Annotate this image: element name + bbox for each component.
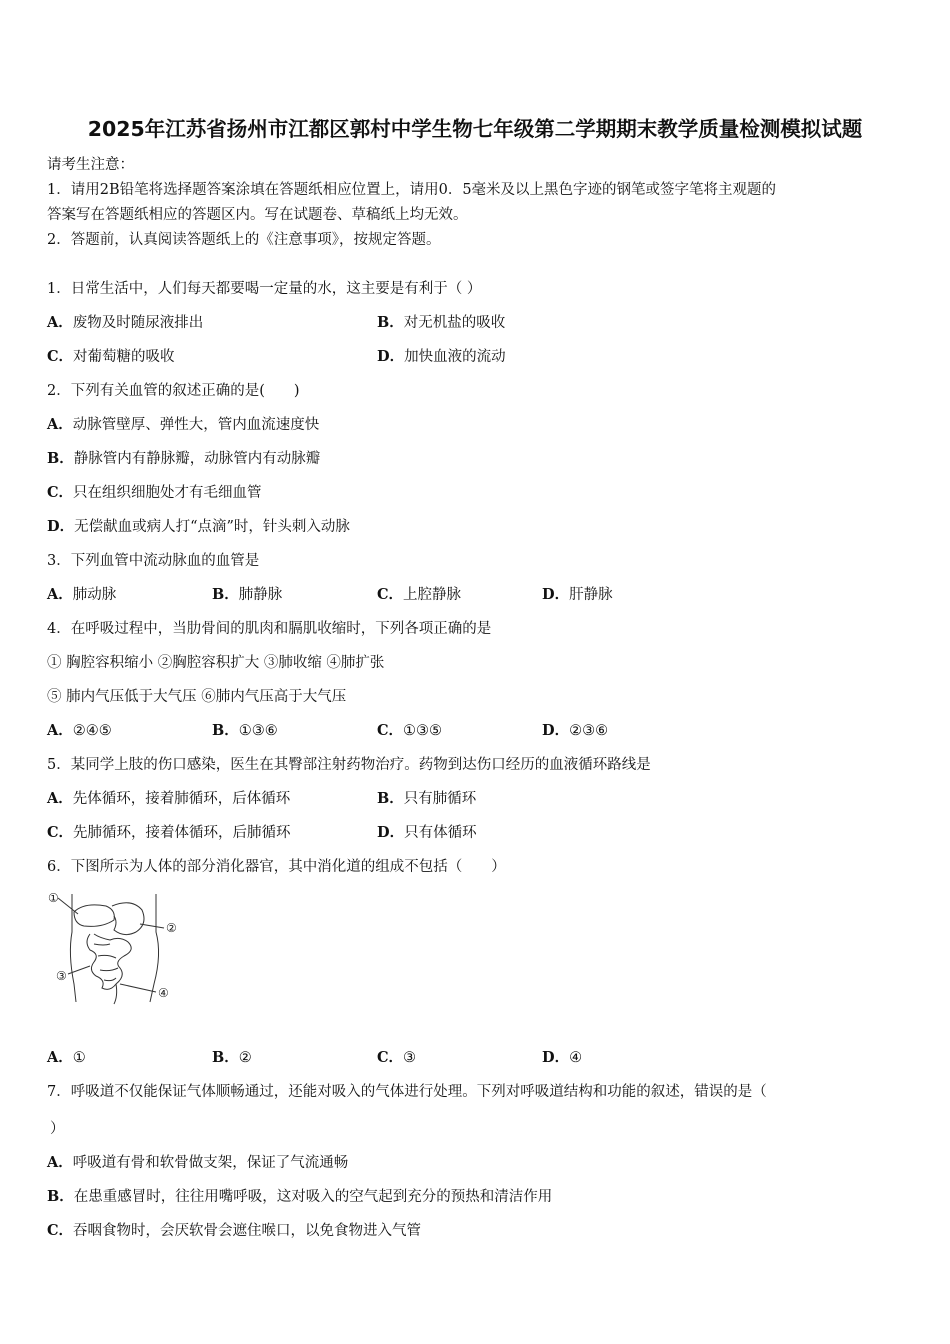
option-text: ②④⑤ (72, 723, 112, 739)
option-letter-b: B． (212, 722, 239, 739)
option-text: 加快血液的流动 (404, 349, 506, 365)
option-letter-c: C． (47, 824, 74, 841)
option-text: ①③⑤ (403, 723, 443, 739)
option-letter-b: B． (377, 790, 404, 807)
option-text: 先体循环，接着肺循环，后体循环 (72, 791, 291, 807)
question-1-option-c[interactable] (47, 345, 175, 366)
option-text: 吞咽食物时，会厌软骨会遮住喉口，以免食物进入气管 (73, 1223, 422, 1239)
question-2-option-a[interactable] (47, 413, 319, 434)
question-6-option-c[interactable] (377, 1046, 416, 1067)
option-letter-b: B． (47, 450, 74, 467)
notice-item-1-line-1: 1．请用2B铅笔将选择题答案涂填在答题纸相应位置上，请用0．5毫米及以上黑色字迹的钢笔或签字笔将主观题的 (47, 182, 777, 198)
option-letter-c: C． (47, 484, 74, 501)
question-2-stem: 2．下列有关血管的叙述正确的是( ) (47, 383, 300, 399)
question-6-option-a[interactable] (47, 1046, 86, 1067)
leader-line-2 (140, 924, 164, 928)
option-text: ②③⑥ (569, 723, 609, 739)
option-text: ③ (403, 1050, 417, 1066)
option-text: 动脉管壁厚、弹性大，管内血流速度快 (72, 417, 320, 433)
liver-shape (74, 905, 114, 927)
question-3-option-c[interactable] (377, 583, 461, 604)
question-7-stem-line-2: ） (50, 1121, 65, 1137)
question-2-option-b[interactable] (47, 447, 320, 468)
question-1-option-b[interactable] (377, 311, 505, 332)
option-text: 对葡萄糖的吸收 (73, 349, 175, 365)
question-5-option-c[interactable] (47, 821, 291, 842)
figure-label-3: ③ (56, 969, 67, 983)
option-letter-a: A． (47, 790, 73, 807)
option-letter-b: B． (212, 586, 239, 603)
digestive-system-figure (44, 884, 184, 1009)
option-letter-c: C． (377, 722, 404, 739)
option-text: 先肺循环，接着体循环，后肺循环 (73, 825, 291, 841)
question-4-stem: 4．在呼吸过程中，当肋骨间的肌肉和膈肌收缩时，下列各项正确的是 (47, 621, 492, 637)
question-6-option-b[interactable] (212, 1046, 252, 1067)
option-letter-c: C． (47, 348, 74, 365)
option-text: 静脉管内有静脉瓣，动脉管内有动脉瓣 (73, 451, 321, 467)
question-1-stem: 1．日常生活中，人们每天都要喝一定量的水，这主要是有利于（ ） (47, 281, 482, 297)
option-letter-a: A． (47, 586, 73, 603)
question-2-option-c[interactable] (47, 481, 262, 502)
option-letter-c: C． (47, 1222, 74, 1239)
question-6-stem: 6．下图所示为人体的部分消化器官，其中消化道的组成不包括（ ） (47, 859, 506, 875)
question-7-stem-line-1: 7．呼吸道不仅能保证气体顺畅通过，还能对吸入的气体进行处理。下列对呼吸道结构和功能的叙述，错误的是（ (47, 1084, 767, 1100)
option-text: 呼吸道有骨和软骨做支架，保证了气流通畅 (72, 1155, 349, 1171)
figure-label-1: ① (48, 891, 59, 905)
option-letter-a: A． (47, 1049, 73, 1066)
notice-item-2: 2．答题前，认真阅读答题纸上的《注意事项》，按规定答题。 (47, 232, 441, 248)
intestine-folds (94, 944, 118, 981)
page-title: 2025年江苏省扬州市江都区郭村中学生物七年级第二学期期末教学质量检测模拟试题 (87, 117, 863, 141)
option-text: 肺动脉 (72, 587, 117, 603)
option-text: 肝静脉 (569, 587, 613, 603)
option-text: 无偿献血或病人打“点滴”时，针头刺入动脉 (74, 519, 350, 535)
option-text: 上腔静脉 (403, 587, 462, 603)
rectum-shape (114, 984, 117, 1004)
question-7-option-c[interactable] (47, 1219, 421, 1240)
question-2-option-d[interactable] (47, 515, 350, 536)
option-letter-a: A． (47, 314, 73, 331)
option-text: 肺静脉 (238, 587, 283, 603)
option-letter-c: C． (377, 586, 404, 603)
question-3-option-b[interactable] (212, 583, 282, 604)
question-7-option-b[interactable] (47, 1185, 552, 1206)
option-letter-a: A． (47, 1154, 73, 1171)
question-7-option-a[interactable] (47, 1151, 348, 1172)
question-5-option-a[interactable] (47, 787, 290, 808)
question-5-option-b[interactable] (377, 787, 476, 808)
option-letter-d: D． (542, 586, 570, 603)
question-1-option-a[interactable] (47, 311, 203, 332)
figure-label-4: ④ (158, 986, 169, 1000)
question-4-option-c[interactable] (377, 719, 442, 740)
option-text: ①③⑥ (238, 723, 278, 739)
question-5-stem: 5．某同学上肢的伤口感染，医生在其臀部注射药物治疗。药物到达伤口经历的血液循环路线是 (47, 757, 651, 773)
question-4-option-d[interactable] (542, 719, 608, 740)
option-letter-d: D． (542, 1049, 570, 1066)
leader-line-4 (120, 984, 156, 992)
leader-line-1 (58, 898, 78, 914)
option-text: ④ (569, 1050, 583, 1066)
option-letter-d: D． (542, 722, 570, 739)
question-4-statements-1: ① 胸腔容积缩小 ②胸腔容积扩大 ③肺收缩 ④肺扩张 (47, 655, 385, 671)
figure-label-2: ② (166, 921, 177, 935)
option-text: 对无机盐的吸收 (403, 315, 506, 331)
notice-header: 请考生注意： (47, 157, 134, 173)
option-text: 只有体循环 (404, 825, 477, 841)
question-6-option-d[interactable] (542, 1046, 582, 1067)
option-letter-a: A． (47, 416, 73, 433)
question-3-option-d[interactable] (542, 583, 613, 604)
option-letter-d: D． (377, 348, 405, 365)
question-3-option-a[interactable] (47, 583, 116, 604)
option-text: 只有肺循环 (403, 791, 477, 807)
option-text: 废物及时随尿液排出 (72, 315, 204, 331)
option-letter-d: D． (47, 518, 75, 535)
option-text: ① (72, 1050, 86, 1066)
stomach-shape (112, 903, 144, 935)
option-letter-b: B． (377, 314, 404, 331)
option-letter-d: D． (377, 824, 405, 841)
option-text: 在患重感冒时，往往用嘴呼吸，这对吸入的空气起到充分的预热和清洁作用 (73, 1189, 553, 1205)
question-5-option-d[interactable] (377, 821, 477, 842)
option-text: ② (238, 1050, 252, 1066)
option-letter-c: C． (377, 1049, 404, 1066)
option-text: 只在组织细胞处才有毛细血管 (73, 485, 262, 501)
question-4-option-a[interactable] (47, 719, 112, 740)
option-letter-a: A． (47, 722, 73, 739)
question-3-stem: 3．下列血管中流动脉血的血管是 (47, 553, 260, 569)
question-4-statements-2: ⑤ 肺内气压低于大气压 ⑥肺内气压高于大气压 (47, 689, 347, 705)
option-letter-b: B． (47, 1188, 74, 1205)
question-4-option-b[interactable] (212, 719, 278, 740)
option-letter-b: B． (212, 1049, 239, 1066)
notice-item-1-line-2: 答案写在答题纸相应的答题区内。写在试题卷、草稿纸上均无效。 (47, 207, 468, 223)
question-1-option-d[interactable] (377, 345, 506, 366)
